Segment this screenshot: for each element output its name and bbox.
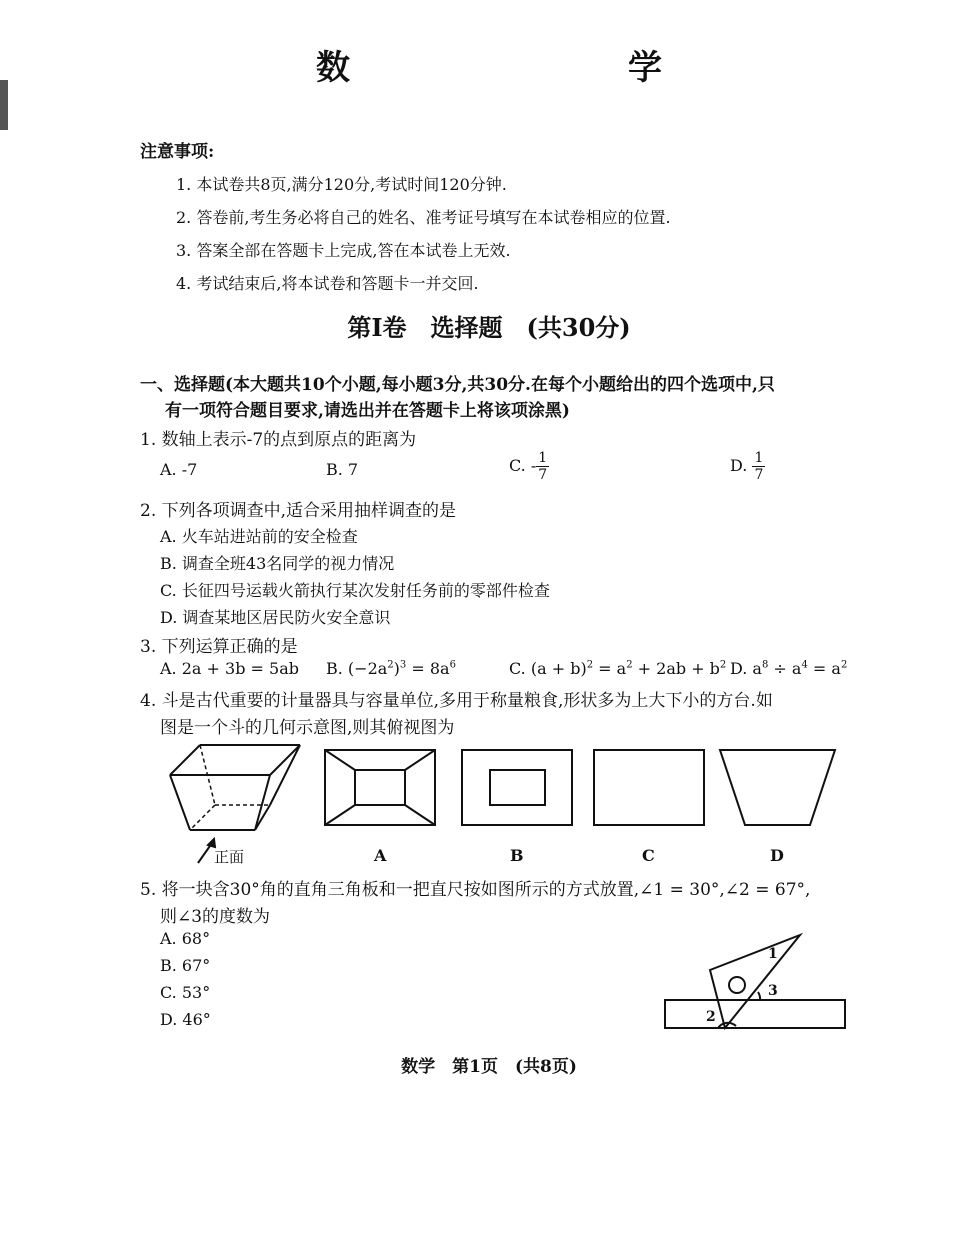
angle-3-label: 3: [768, 983, 778, 999]
diag: [325, 750, 355, 770]
option-d-label: D: [770, 846, 784, 865]
q3-c-exp: 2: [626, 659, 633, 671]
triangle-hole: [729, 977, 745, 993]
inner-rect: [355, 770, 405, 805]
notice-item: 1. 本试卷共8页,满分120分,考试时间120分钟.: [176, 175, 507, 194]
q2-stem: 2. 下列各项调查中,适合采用抽样调查的是: [140, 501, 457, 521]
q3-c-part: = a: [593, 659, 627, 678]
q5-stem-line1: 5. 将一块含30°角的直角三角板和一把直尺按如图所示的方式放置,∠1 = 30°,∠2 = 67°,: [140, 880, 811, 900]
q3-b-exp: 6: [449, 659, 456, 671]
q5-figure: [660, 930, 860, 1035]
figure-edge: [170, 775, 190, 830]
q3-d-part: = a: [807, 659, 841, 678]
q3-b-part: ): [393, 659, 400, 678]
front-label: 正面: [214, 848, 245, 866]
q3-option-c: [509, 659, 726, 678]
q3-option-a: A. 2a + 3b = 5ab: [160, 659, 299, 678]
outer-rect: [594, 750, 704, 825]
fraction-numerator: 1: [538, 450, 548, 466]
q1-option-c: [509, 450, 549, 483]
angle-2-label: 2: [706, 1009, 716, 1025]
q3-c-part: C. (a + b): [509, 659, 587, 678]
figure-edge: [255, 775, 270, 830]
q1-option-a: A. -7: [160, 460, 198, 479]
dou-3d-figure: [170, 745, 300, 830]
q3-b-exp: 2: [387, 659, 394, 671]
q2-option-b: B. 调查全班43名同学的视力情况: [160, 554, 395, 573]
q4-stem-line2: 图是一个斗的几何示意图,则其俯视图为: [160, 718, 455, 738]
ruler: [665, 1000, 845, 1028]
angle-1-label: 1: [768, 946, 778, 962]
q2-option-d: D. 调查某地区居民防火安全意识: [160, 608, 391, 627]
fraction-denominator: 7: [754, 467, 764, 483]
fraction-numerator: 1: [754, 450, 764, 466]
figure-edge: [270, 745, 300, 775]
q3-b-part: = 8a: [406, 659, 450, 678]
q3-c-part: + 2ab + b: [632, 659, 720, 678]
q3-b-exp: 3: [399, 659, 407, 671]
triangle-ruler: [710, 935, 800, 1028]
q3-d-part: ÷ a: [768, 659, 802, 678]
q3-d-part: D. a: [730, 659, 762, 678]
figure-edge: [270, 745, 300, 805]
q3-d-exp: 8: [761, 659, 769, 671]
inner-rect: [490, 770, 545, 805]
outer-rect: [462, 750, 572, 825]
q1-stem: 1. 数轴上表示-7的点到原点的距离为: [140, 430, 417, 450]
q1-option-b: B. 7: [326, 460, 359, 479]
notice-item: 4. 考试结束后,将本试卷和答题卡一并交回.: [176, 274, 479, 293]
q5-option-a: A. 68°: [160, 929, 211, 948]
fraction: [536, 450, 549, 483]
fraction: [752, 450, 765, 483]
q5-option-d: D. 46°: [160, 1010, 211, 1029]
q3-b-part: B. (−2a: [326, 659, 388, 678]
q1-option-d-prefix: D.: [730, 456, 753, 475]
q5-option-c: C. 53°: [160, 983, 211, 1002]
part-instructions-line1: 一、选择题(本大题共10个小题,每小题3分,共30分.在每个小题给出的四个选项中,只: [140, 375, 775, 395]
hidden-edge: [190, 805, 215, 830]
q2-option-a: A. 火车站进站前的安全检查: [160, 527, 358, 546]
figure-edge: [255, 805, 270, 830]
front-arrow: [198, 839, 215, 863]
q3-stem: 3. 下列运算正确的是: [140, 637, 298, 657]
option-d-figure: [720, 750, 835, 825]
diag: [325, 805, 355, 825]
notice-heading: 注意事项:: [140, 142, 215, 162]
q3-c-exp: 2: [719, 659, 727, 671]
diag: [405, 805, 435, 825]
page-title: 数 学: [316, 48, 732, 88]
trapezoid: [720, 750, 835, 825]
diag: [405, 750, 435, 770]
fraction-denominator: 7: [538, 467, 548, 483]
option-c-figure: [594, 750, 704, 825]
notice-item: 3. 答案全部在答题卡上完成,答在本试卷上无效.: [176, 241, 511, 260]
option-b-label: B: [510, 846, 524, 865]
q3-d-exp: 4: [801, 659, 808, 671]
part-instructions-line2: 有一项符合题目要求,请选出并在答题卡上将该项涂黑): [165, 401, 570, 421]
figure-edge: [170, 745, 200, 775]
q3-d-exp: 2: [840, 659, 848, 671]
q3-option-b: [326, 659, 456, 678]
q1-option-c-prefix: C. -: [509, 456, 537, 475]
option-a-figure: [325, 750, 435, 825]
option-a-label: A: [374, 846, 387, 865]
q2-option-c: C. 长征四号运载火箭执行某次发射任务前的零部件检查: [160, 581, 550, 600]
q4-stem-line1: 4. 斗是古代重要的计量器具与容量单位,多用于称量粮食,形状多为上大下小的方台.如: [140, 691, 773, 711]
q3-option-d: [730, 659, 847, 678]
q5-option-b: B. 67°: [160, 956, 211, 975]
q1-option-d: [730, 450, 765, 483]
option-c-label: C: [642, 846, 655, 865]
q5-stem-line2: 则∠3的度数为: [160, 907, 271, 927]
section-title: 第Ⅰ卷 选择题 (共30分): [347, 313, 631, 342]
q3-c-exp: 2: [586, 659, 594, 671]
notice-item: 2. 答卷前,考生务必将自己的姓名、准考证号填写在本试卷相应的位置.: [176, 208, 671, 227]
page-footer: 数学 第1页 (共8页): [401, 1057, 577, 1077]
angle-3-arc: [758, 992, 760, 1000]
option-b-figure: [462, 750, 572, 825]
